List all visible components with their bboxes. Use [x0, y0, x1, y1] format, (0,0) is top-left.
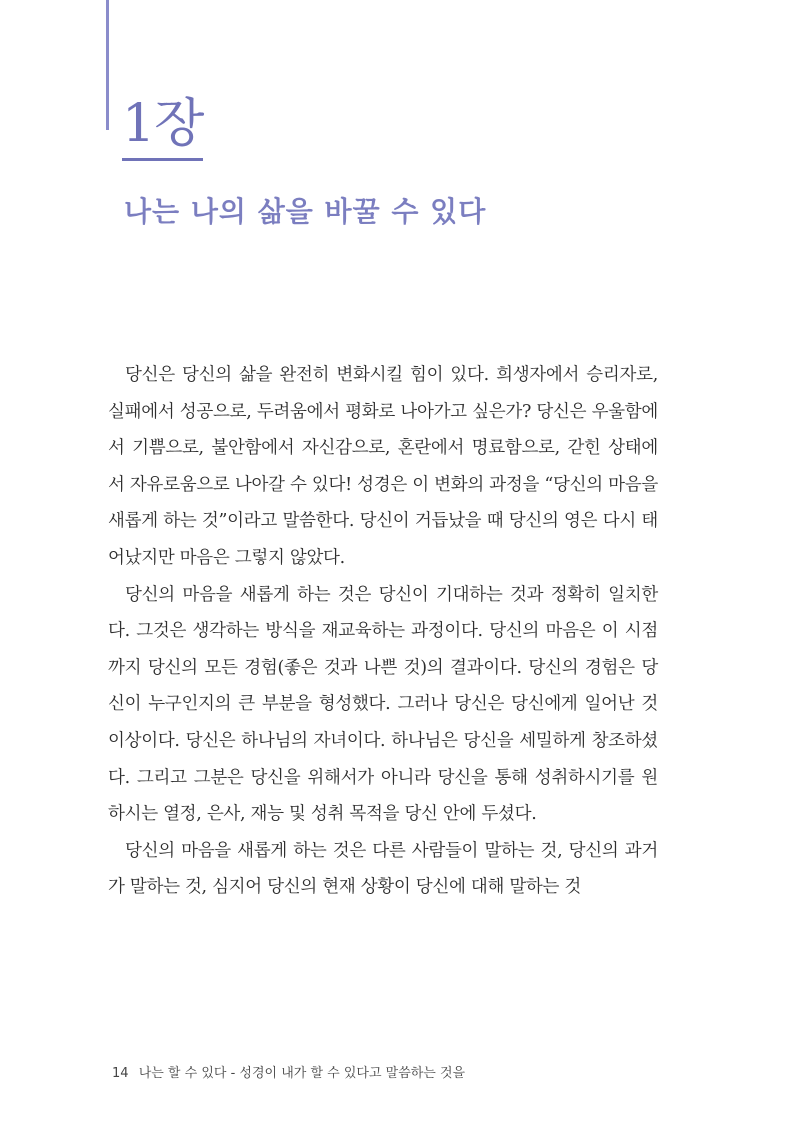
- paragraph: 당신은 당신의 삶을 완전히 변화시킬 힘이 있다. 희생자에서 승리자로, 실패에서 성공으로, 두려움에서 평화로 나아가고 싶은가? 당신은 우울함에서 기쁨으로, 불안함에서 자신감으로, 혼란에서 명료함으로, 갇힌 상태에서 자유로움으로 나아갈 수 있다! 성경은 이 변화의 과정을 “당신의 마음을 새롭게 하는 것”이라고 말씀한다. 당신이 거듭났을 때 당신의 영은 다시 태어났지만 마음은 그렇지 않았다.: [108, 365, 658, 568]
- chapter-rule: [106, 0, 109, 130]
- chapter-number: 1장: [122, 94, 203, 161]
- body-text: [108, 357, 658, 906]
- paragraph: 당신의 마음을 새롭게 하는 것은 다른 사람들이 말하는 것, 당신의 과거가 말하는 것, 심지어 당신의 현재 상황이 당신에 대해 말하는 것: [108, 840, 658, 898]
- page-number: 14: [112, 1066, 129, 1081]
- chapter-title: 나는 나의 삶을 바꿀 수 있다: [124, 195, 487, 228]
- page-footer: [112, 1064, 465, 1084]
- paragraph: 당신의 마음을 새롭게 하는 것은 당신이 기대하는 것과 정확히 일치한다. 그것은 생각하는 방식을 재교육하는 과정이다. 당신의 마음은 이 시점까지 당신의 모든 경험(좋은 것과 나쁜 것)의 결과이다. 당신의 경험은 당신이 누구인지의 큰 부분을 형성했다. 그러나 당신은 당신에게 일어난 것 이상이다. 당신은 하나님의 자녀이다. 하나님은 당신을 세밀하게 창조하셨다. 그리고 그분은 당신을 위해서가 아니라 당신을 통해 성취하시기를 원하시는 열정, 은사, 재능 및 성취 목적을 당신 안에 두셨다.: [108, 584, 658, 825]
- running-title: 나는 할 수 있다 - 성경이 내가 할 수 있다고 말씀하는 것을: [138, 1066, 466, 1081]
